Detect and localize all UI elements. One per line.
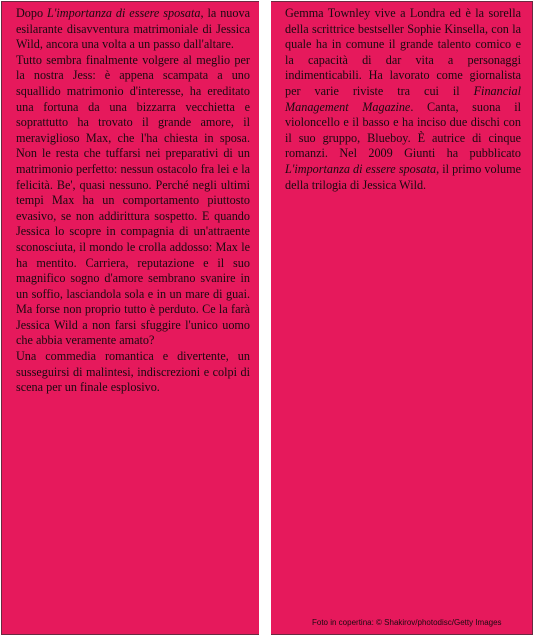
author-bio (285, 6, 521, 193)
synopsis-intro (16, 6, 250, 53)
bio-text: Gemma Townley vive a Londra ed è la sorella della scrittrice bestseller Sophie Kinsella, con la quale ha in comune il grande talento comico e la capacità di dar vita a personaggi indimenticabili. Ha lavorato come giornalista per varie riviste tra cui il (285, 6, 521, 98)
author-bio-column (285, 6, 521, 193)
book-title-italic: L'importanza di essere sposata (47, 6, 201, 20)
intro-text-cont: , la nuova esilarante disavventura matrimoniale di Jessica Wild, ancora una volta a un passo dall'altare. (16, 6, 250, 52)
photo-credit: Foto in copertina: © Shakirov/photodisc/Getty Images (312, 618, 502, 627)
synopsis-body: Tutto sembra finalmente volgere al meglio per la nostra Jess: è appena scampata a uno squallido matrimonio d'interesse, ha ereditato una fortuna da una bizzarra vecchietta e soprattutto ha trovato il grande amore, il meraviglioso Max, che l'ha chiesta in sposa. Non le resta che tuffarsi nei preparativi di un matrimonio perfetto: nessun ostacolo fra lei e la felicità. Be', quasi nessuno. Perché negli ultimi tempi Max ha un comportamento piuttosto evasivo, se non addirittura sospetto. E quando Jessica lo scopre in compagnia di un'attraente sconosciuta, il mondo le crolla addosso: Max le ha mentito. Carriera, reputazione e il suo magnifico sogno d'amore sembrano svanire in un soffio, lasciandola sola e in un mare di guai. Ma forse non proprio tutto è perduto. Ce la farà Jessica Wild a non farsi sfuggire l'unico uomo che abbia veramente amato? (16, 52, 250, 348)
bio-book-title-italic: L'importanza di essere sposata (285, 161, 437, 176)
bio-text-end: , il primo volume della trilogia di Jessica Wild. (285, 161, 521, 192)
synopsis-closing: Una commedia romantica e divertente, un susseguirsi di malintesi, indiscrezioni e colpi di scena per un finale esplosivo. (16, 349, 250, 395)
synopsis-column (16, 6, 250, 396)
magazine-title-italic: Financial Management Magazine (285, 83, 521, 114)
bio-text-cont: . Canta, suona il violoncello e il basso e ha inciso due dischi con il suo gruppo, Blueboy. È autrice di cinque romanzi. Nel 2009 Giunti ha pubblicato (285, 99, 521, 161)
fold-divider (259, 0, 271, 638)
intro-text: Dopo (16, 6, 48, 20)
